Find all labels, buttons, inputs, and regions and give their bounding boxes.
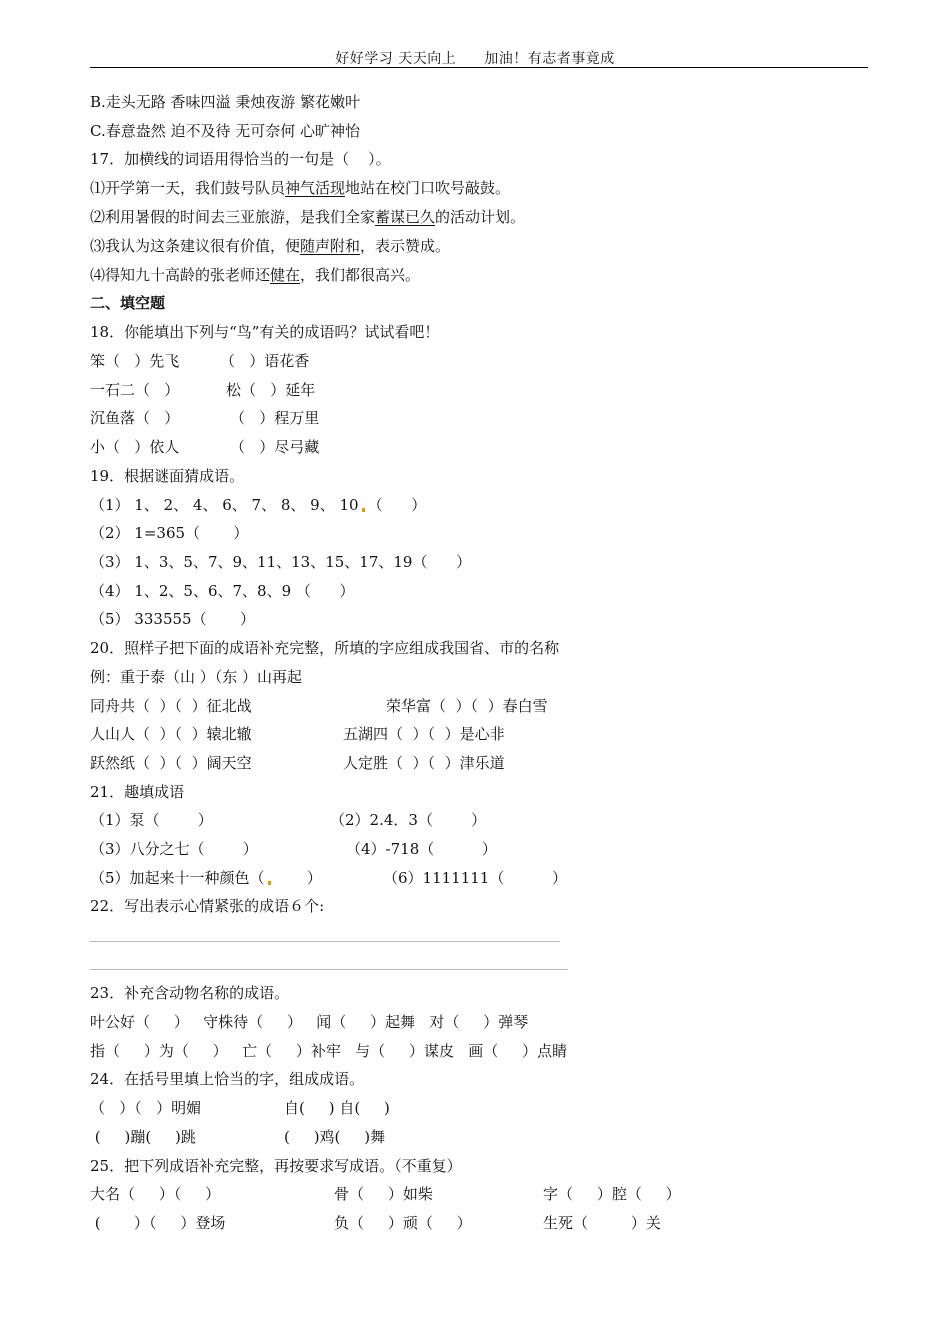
q19-item-1: （1） 1、 2、 4、 6、 7、 8、 9、 10 （ ） <box>90 496 427 514</box>
header-motto-left: 好好学习 天天向上 <box>335 51 457 67</box>
question-24: 24．在括号里填上恰当的字，组成成语。 <box>90 1070 365 1088</box>
q17-item-2: ⑵利用暑假的时间去三亚旅游，是我们全家蓄谋已久的活动计划。 <box>90 208 526 226</box>
q25-item: 骨（ ）如柴 <box>334 1185 433 1203</box>
q20-blank: 五湖四（ ）（ ）是心非 <box>343 725 505 743</box>
q24-item: ( )蹦( )跳 <box>90 1128 196 1146</box>
q19-item-3: （3） 1、3、5、7、9、11、13、15、17、19（ ） <box>90 553 472 571</box>
q21-item: （3）八分之七（ ） <box>90 840 258 858</box>
q21-item: （6）1111111（ ） <box>383 869 568 887</box>
q21-item: （2）2.4．3（ ） <box>330 811 487 829</box>
answer-line <box>90 941 560 942</box>
q19-item-2: （2） 1=365（ ） <box>90 524 249 542</box>
q18-blank: （ ）尽弓藏 <box>230 438 320 456</box>
underlined-word: 蓄谋已久 <box>375 208 436 226</box>
q18-blank: （ ）程万里 <box>230 409 320 427</box>
question-23: 23．补充含动物名称的成语。 <box>90 984 290 1002</box>
underlined-word: 神气活现 <box>285 179 346 197</box>
q19-item-5: （5） 333555（ ） <box>90 610 255 628</box>
question-20: 20．照样子把下面的成语补充完整，所填的字应组成我国省、市的名称 <box>90 639 560 657</box>
q20-blank: 荣华富（ ）（ ）春白雪 <box>386 697 548 715</box>
q19-item-4: （4） 1、2、5、6、7、8、9 （ ） <box>90 582 355 600</box>
header-rule <box>90 67 868 68</box>
q25-item: 字（ ）腔（ ） <box>543 1185 681 1203</box>
underlined-word: 健在 <box>270 266 301 284</box>
q25-item: 大名（ ）（ ） <box>90 1185 221 1203</box>
q21-item: （5）加起来十一种颜色（ ） <box>90 869 322 887</box>
q18-blank: 小（ ）依人 <box>90 438 180 456</box>
q20-blank: 跃然纸（ ）（ ）阔天空 <box>90 754 252 772</box>
q17-item-1: ⑴开学第一天，我们鼓号队员神气活现地站在校门口吹号敲鼓。 <box>90 179 511 197</box>
q21-item: （4）-718（ ） <box>346 840 497 858</box>
question-19: 19．根据谜面猜成语。 <box>90 467 245 485</box>
q25-item: 生死（ ）关 <box>543 1214 661 1232</box>
question-25: 25．把下列成语补充完整，再按要求写成语。（不重复） <box>90 1157 462 1175</box>
question-22: 22．写出表示心情紧张的成语６个: <box>90 897 325 915</box>
mark-dot <box>268 881 271 885</box>
q25-item: 负（ ）顽（ ） <box>334 1214 472 1232</box>
underlined-word: 随声附和 <box>300 237 361 255</box>
mark-dot <box>362 508 365 512</box>
q20-blank: 人定胜（ ）（ ）津乐道 <box>343 754 505 772</box>
q21-item: （1）泵（ ） <box>90 811 213 829</box>
q20-example: 例：重于泰（山 ）（东 ）山再起 <box>90 668 303 686</box>
q23-row-2: 指（ ）为（ ） 亡（ ）补牢 与（ ）谋皮 画（ ）点睛 <box>90 1042 568 1060</box>
question-17: 17．加横线的词语用得恰当的一句是（ ）。 <box>90 150 391 168</box>
q18-blank: 一石二（ ） <box>90 381 180 399</box>
q17-item-4: ⑷得知九十高龄的张老师还健在，我们都很高兴。 <box>90 266 421 284</box>
question-21: 21．趣填成语 <box>90 783 185 801</box>
page-header <box>0 48 950 68</box>
option-c: C.春意盎然 迫不及待 无可奈何 心旷神怡 <box>90 122 361 140</box>
answer-line <box>90 969 568 970</box>
option-b: B.走头无路 香味四溢 秉烛夜游 繁花嫩叶 <box>90 93 361 111</box>
q24-item: 自( ) 自( ) <box>284 1099 390 1117</box>
q24-item: ( )鸡( )舞 <box>284 1128 386 1146</box>
q20-blank: 人山人（ ）（ ）辕北辙 <box>90 725 252 743</box>
header-motto-right: 加油！有志者事竟成 <box>484 51 615 67</box>
q18-blank: 笨（ ）先飞 <box>90 352 180 370</box>
q18-blank: 松（ ）延年 <box>226 381 316 399</box>
q17-item-3: ⑶我认为这条建议很有价值，便随声附和，表示赞成。 <box>90 237 451 255</box>
q18-blank: 沉鱼落（ ） <box>90 409 180 427</box>
q18-blank: （ ）语花香 <box>220 352 310 370</box>
q24-item: （ ）（ ）明媚 <box>90 1099 202 1117</box>
section-heading-fill-in: 二、填空题 <box>90 294 166 312</box>
q25-item: ( ）（ ）登场 <box>90 1214 226 1232</box>
q23-row-1: 叶公好（ ） 守株待（ ） 闻（ ）起舞 对（ ）弹琴 <box>90 1013 529 1031</box>
q20-blank: 同舟共（ ）（ ）征北战 <box>90 697 252 715</box>
question-18: 18．你能填出下列与“鸟”有关的成语吗？试试看吧！ <box>90 323 440 341</box>
